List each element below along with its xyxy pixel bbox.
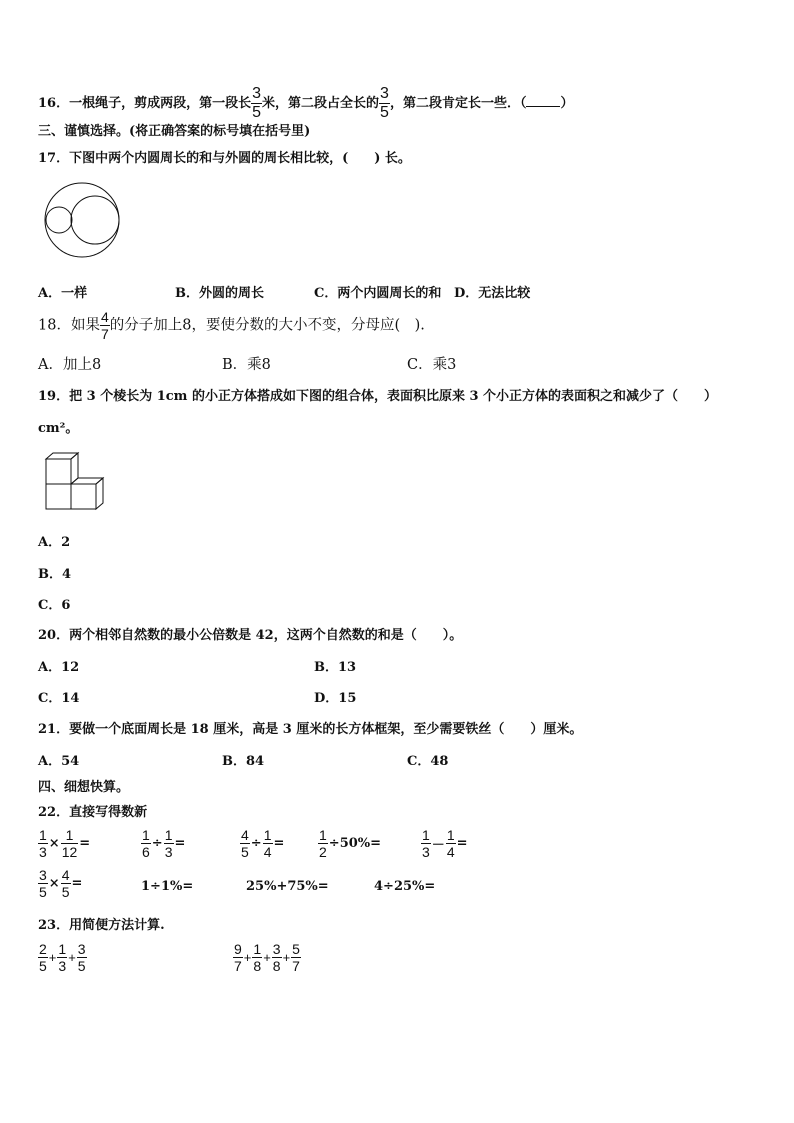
expression-4 (318, 828, 382, 859)
equals-sign: = (71, 876, 83, 891)
fraction (164, 828, 174, 859)
operator: + (68, 950, 76, 965)
fraction (446, 828, 456, 859)
option-a[interactable]: A．2 (38, 535, 71, 550)
denominator: 4 (263, 844, 272, 860)
denominator: 5 (77, 958, 86, 974)
fraction (251, 86, 262, 121)
denominator: 5 (39, 958, 47, 974)
fraction (318, 828, 328, 859)
expression-9: 4÷25%= (374, 879, 436, 894)
fraction (57, 942, 67, 973)
option-a[interactable]: A．加上8 (38, 357, 102, 373)
option-a[interactable]: A．一样 (38, 286, 88, 301)
denominator: 8 (253, 958, 262, 974)
option-d[interactable]: D．无法比较 (454, 286, 531, 301)
question-text: 的分子加上8，要使分数的大小不变，分母应( ). (109, 317, 425, 334)
denominator: 7 (292, 958, 300, 974)
option-c[interactable]: C．两个内圆周长的和 (314, 286, 442, 301)
cube-bottom-right-front (71, 484, 96, 509)
denominator: 7 (100, 326, 109, 342)
denominator: 2 (319, 844, 327, 860)
numerator: 3 (272, 941, 281, 957)
operator: + (243, 950, 252, 965)
operator: ÷50%= (328, 836, 382, 851)
fraction (291, 942, 301, 973)
cube-bottom-left-front (46, 484, 71, 509)
equals-sign: = (273, 836, 285, 851)
fraction (77, 942, 87, 973)
expression-5 (421, 828, 469, 859)
operator: × (48, 836, 60, 851)
numerator: 2 (39, 941, 47, 957)
fraction (379, 86, 390, 121)
option-a[interactable]: A．54 (38, 754, 80, 769)
fraction (100, 310, 110, 341)
denominator: 5 (39, 884, 47, 900)
numerator: 1 (263, 827, 272, 843)
numerator: 1 (253, 941, 262, 957)
expression-3 (240, 828, 285, 859)
denominator: 7 (234, 958, 242, 974)
numerator: 4 (241, 827, 249, 843)
option-c[interactable]: C．48 (407, 754, 449, 769)
option-b[interactable]: B．乘8 (222, 357, 271, 373)
expression-23-1 (38, 942, 87, 973)
fraction (38, 942, 48, 973)
question-20-stem: 20．两个相邻自然数的最小公倍数是 42，这两个自然数的和是（ ）。 (38, 628, 463, 643)
denominator: 12 (61, 844, 78, 860)
question-text: ） (560, 96, 574, 111)
equals-sign: = (79, 836, 91, 851)
numerator: 1 (65, 827, 74, 843)
operator: × (48, 876, 60, 891)
numerator: 1 (142, 827, 150, 843)
outer-circle (45, 183, 119, 257)
denominator: 6 (142, 844, 150, 860)
question-text: 18．如果 (38, 317, 100, 334)
denominator: 3 (39, 844, 47, 860)
operator: + (48, 950, 57, 965)
numerator: 1 (58, 941, 67, 957)
denominator: 5 (61, 884, 70, 900)
question-17-stem: 17．下图中两个内圆周长的和与外圆的周长相比较，( ) 长。 (38, 151, 411, 166)
denominator: 5 (241, 844, 249, 860)
option-c[interactable]: C．乘3 (407, 357, 457, 373)
denominator: 3 (422, 844, 430, 860)
option-b[interactable]: B．84 (222, 754, 265, 769)
question-19-stem: 19．把 3 个棱长为 1cm 的小正方体搭成如下图的组合体，表面积比原来 3 个小正方体的表面积之和减少了（ ） (38, 389, 718, 404)
numerator: 1 (422, 827, 430, 843)
numerator: 3 (39, 867, 47, 883)
expression-8: 25%+75%= (246, 879, 329, 894)
numerator: 4 (100, 309, 109, 325)
question-18 (38, 310, 425, 341)
fraction (252, 942, 262, 973)
fraction (38, 868, 48, 899)
option-b[interactable]: B．4 (38, 567, 72, 582)
option-d[interactable]: D．15 (314, 691, 357, 706)
equals-sign: = (174, 836, 186, 851)
denominator: 4 (446, 844, 455, 860)
cube-top-top (46, 453, 78, 459)
question-19-unit: cm²。 (38, 421, 79, 436)
operator: － (431, 838, 445, 853)
question-text: 米，第二段占全长的 (262, 96, 380, 111)
answer-blank[interactable] (526, 96, 560, 107)
expression-2 (141, 828, 186, 859)
question-23-title: 23．用简便方法计算. (38, 918, 165, 933)
option-a[interactable]: A．12 (38, 660, 80, 675)
fraction (61, 828, 79, 859)
question-16 (38, 86, 573, 121)
fraction (233, 942, 243, 973)
numerator: 1 (39, 827, 47, 843)
option-c[interactable]: C．14 (38, 691, 80, 706)
cube-bottom-right-side (96, 478, 103, 509)
operator: + (263, 950, 271, 965)
denominator: 3 (58, 958, 67, 974)
section-heading: 三、谨慎选择。(将正确答案的标号填在括号里) (38, 124, 311, 139)
expression-7: 1÷1%= (141, 879, 194, 894)
numerator: 5 (292, 941, 300, 957)
question-number: 16． (38, 96, 70, 111)
fraction (141, 828, 151, 859)
fraction (61, 868, 71, 899)
cubes-figure (44, 451, 108, 513)
fraction (263, 828, 273, 859)
large-inner-circle (71, 196, 119, 244)
expression-1 (38, 828, 91, 859)
denominator: 8 (272, 958, 281, 974)
question-text: 一根绳子，剪成两段，第一段长 (69, 96, 252, 111)
cube-top-front (46, 459, 71, 484)
section-heading: 四、细想快算。 (38, 780, 130, 795)
numerator: 4 (61, 867, 70, 883)
numerator: 3 (380, 85, 389, 102)
numerator: 3 (77, 941, 86, 957)
numerator: 1 (446, 827, 455, 843)
fraction (421, 828, 431, 859)
fraction (272, 942, 282, 973)
denominator: 3 (164, 844, 173, 860)
numerator: 9 (234, 941, 242, 957)
circles-figure (40, 180, 124, 260)
question-text: ，第二段肯定长一些．（ (389, 96, 527, 111)
operator: ÷ (151, 836, 163, 851)
option-b[interactable]: B．外圆的周长 (175, 286, 264, 301)
denominator: 5 (380, 104, 389, 121)
fraction (38, 828, 48, 859)
fraction (240, 828, 250, 859)
expression-6 (38, 868, 83, 899)
numerator: 3 (252, 85, 262, 102)
denominator: 5 (252, 104, 262, 121)
question-22-title: 22．直接写得数新 (38, 805, 148, 820)
operator: + (282, 950, 291, 965)
cube-bottom-right-top (71, 478, 103, 484)
option-b[interactable]: B．13 (314, 660, 357, 675)
question-21-stem: 21．要做一个底面周长是 18 厘米，高是 3 厘米的长方体框架，至少需要铁丝（ ）厘米。 (38, 722, 583, 737)
numerator: 1 (164, 827, 173, 843)
equals-sign: = (456, 836, 468, 851)
numerator: 1 (319, 827, 327, 843)
operator: ÷ (250, 836, 262, 851)
expression-23-2 (233, 942, 301, 973)
small-inner-circle (46, 207, 72, 233)
option-c[interactable]: C．6 (38, 598, 71, 613)
